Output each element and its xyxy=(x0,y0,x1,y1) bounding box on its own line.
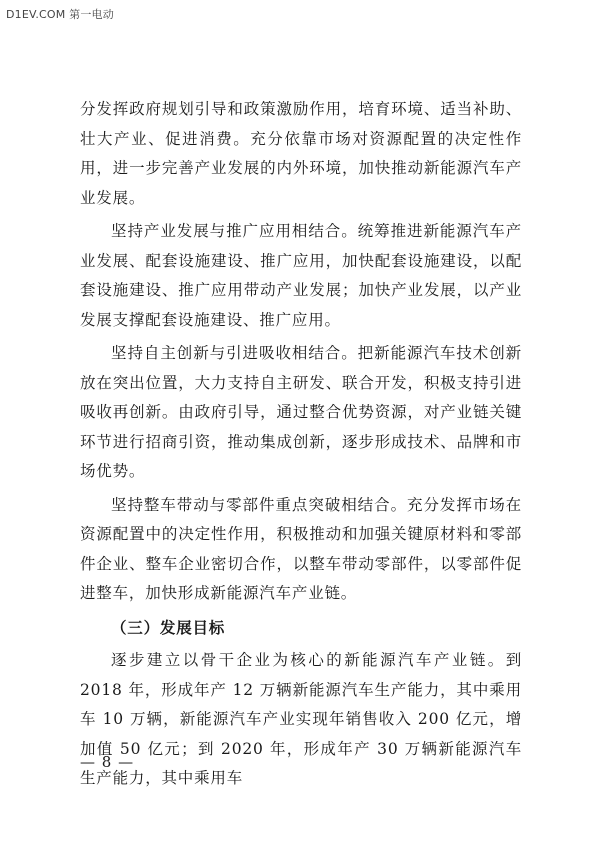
page-number: — 8 — xyxy=(80,753,135,771)
paragraph-innovation: 坚持自主创新与引进吸收相结合。把新能源汽车技术创新放在突出位置，大力支持自主研发、联合开发，积极支持引进吸收再创新。由政府引导，通过整合优势资源，对产业链关键环节进行招商引资，推动集成创新，逐步形成技术、品牌和市场优势。 xyxy=(80,344,522,480)
paragraph-industry-and-application: 坚持产业发展与推广应用相结合。统筹推进新能源汽车产业发展、配套设施建设、推广应用，加快配套设施建设，以配套设施建设、推广应用带动产业发展；加快产业发展，以产业发展支撑配套设施建设、推广应用。 xyxy=(80,222,522,329)
paragraph-vehicle-and-parts: 坚持整车带动与零部件重点突破相结合。充分发挥市场在资源配置中的决定性作用，积极推动和加强关键原材料和零部件企业、整车企业密切合作，以整车带动零部件，以零部件促进整车，加快形成新能源汽车产业链。 xyxy=(80,495,522,602)
paragraph-continuation: 分发挥政府规划引导和政策激励作用，培育环境、适当补助、壮大产业、促进消费。充分依靠市场对资源配置的决定性作用，进一步完善产业发展的内外环境，加快推动新能源汽车产业发展。 xyxy=(80,100,522,207)
paragraph-goals: 逐步建立以骨干企业为核心的新能源汽车产业链。到 2018 年，形成年产 12 万辆新能源汽车生产能力，其中乘用车 10 万辆，新能源汽车产业实现年销售收入 200 亿元，增加值 50 亿元；到 2020 年，形成年产 30 万辆新能源汽车生产能力，其中乘用车 xyxy=(80,651,522,787)
document-page-body xyxy=(80,95,522,794)
section-heading-development-goals: （三）发展目标 xyxy=(111,617,226,637)
watermark-logo-text: D1EV.COM 第一电动 xyxy=(6,8,114,21)
